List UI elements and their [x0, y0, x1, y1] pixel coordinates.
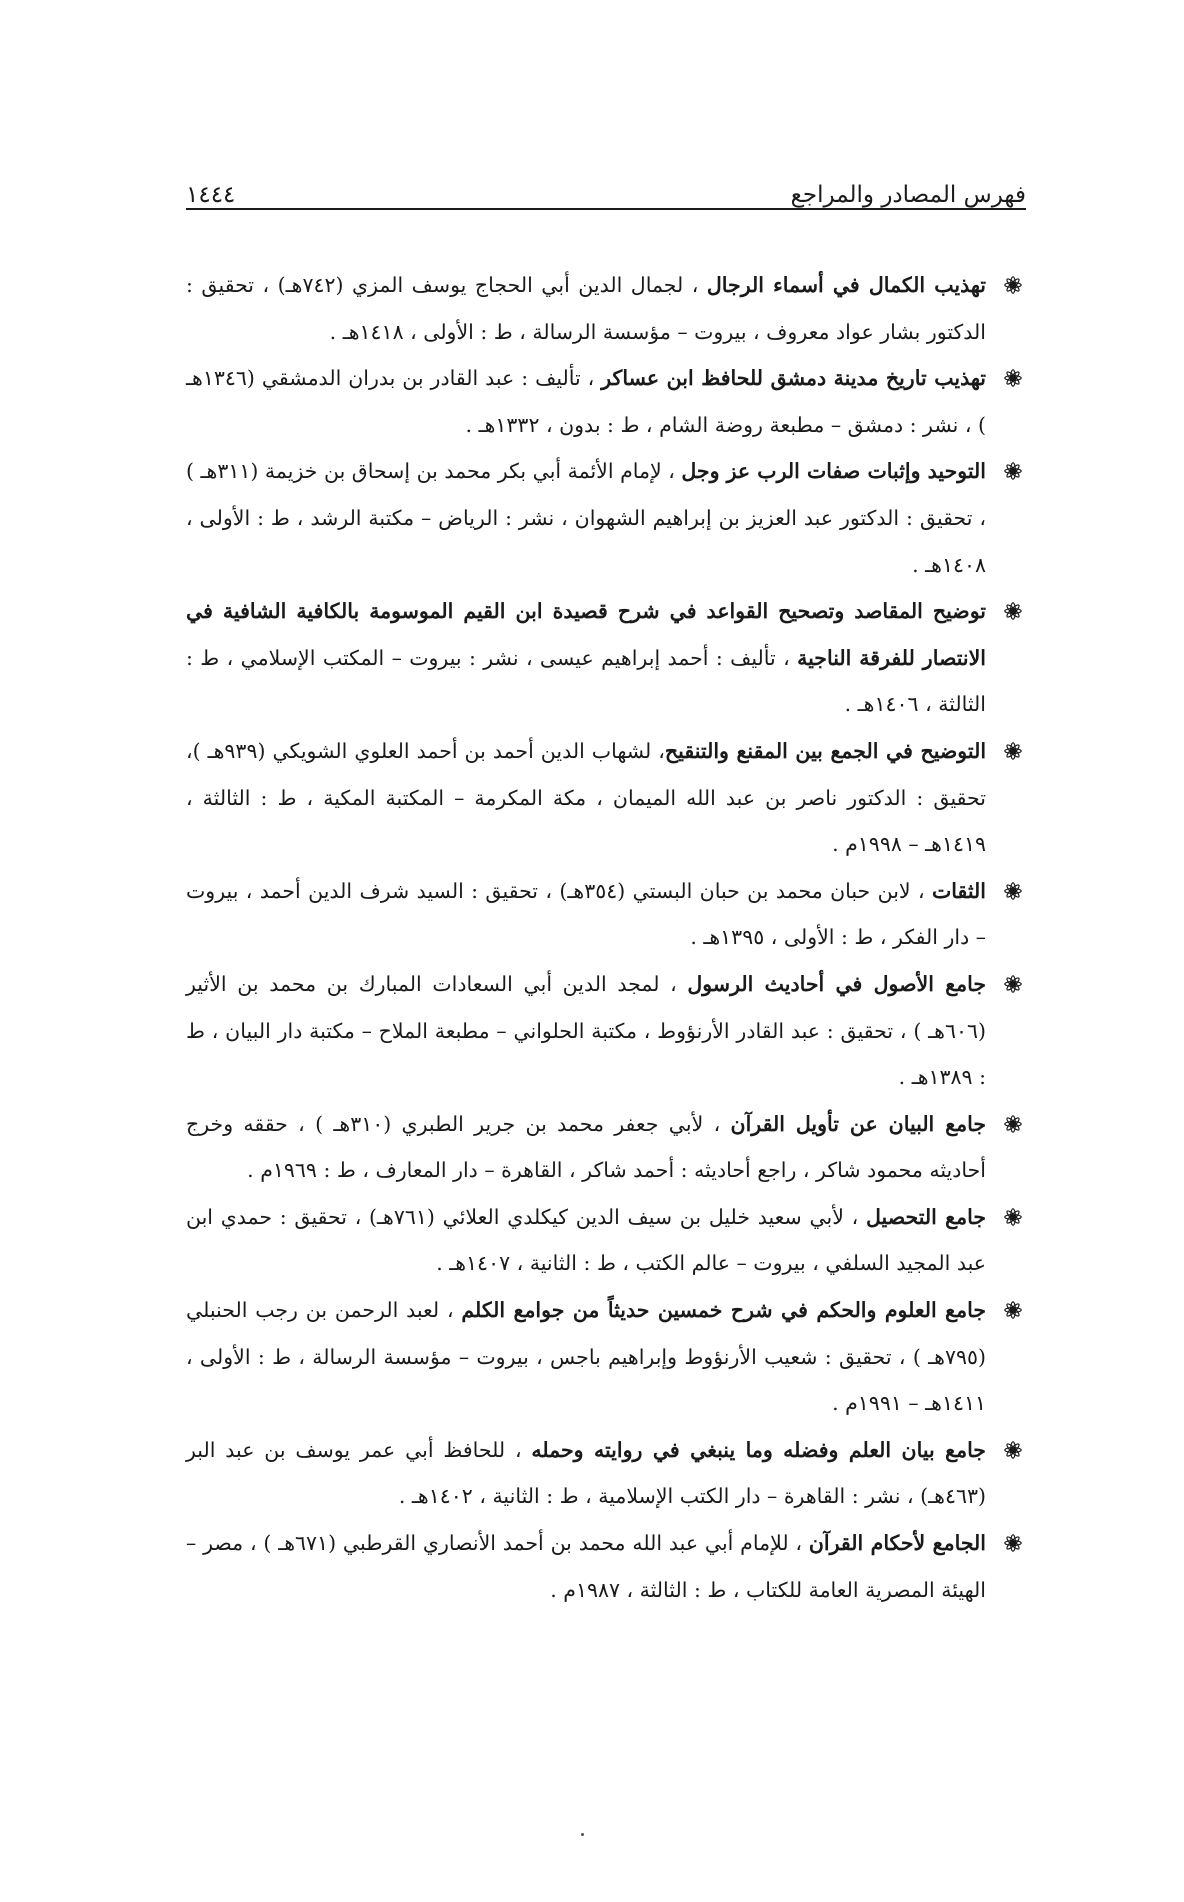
- bibliography-entry: [186, 1101, 1026, 1194]
- entry-details: ، لأبي سعيد خليل بن سيف الدين كيكلدي العلائي (٧٦١هـ) ، تحقيق : حمدي ابن عبد المجيد السلفي ، بيروت – عالم الكتب ، ط : الثانية ، ١٤٠٧هـ .: [186, 1204, 986, 1276]
- bibliography-entry: [186, 868, 1026, 961]
- entry-title: جامع العلوم والحكم في شرح خمسين حديثاً من جوامع الكلم: [461, 1298, 986, 1323]
- entry-title: الجامع لأحكام القرآن: [808, 1531, 986, 1556]
- bibliography-entry: [186, 728, 1026, 868]
- flower-bullet-icon: [1000, 1287, 1026, 1333]
- entry-details: ، تأليف : أحمد إبراهيم عيسى ، نشر : بيروت – المكتب الإسلامي ، ط : الثالثة ، ١٤٠٦هـ .: [186, 645, 986, 717]
- entry-details: ، تأليف : عبد القادر بن بدران الدمشقي (١٣٤٦هـ ) ، نشر : دمشق – مطبعة روضة الشام ، ط : بدون ، ١٣٣٢هـ .: [186, 366, 986, 437]
- entry-details: ، للإمام أبي عبد الله محمد بن أحمد الأنصاري القرطبي (٦٧١هـ ) ، مصر – الهيئة المصرية العامة للكتاب ، ط : الثالثة ، ١٩٨٧م .: [186, 1531, 986, 1602]
- entry-title: الثقات: [931, 878, 986, 903]
- bibliography-entry: [186, 1427, 1026, 1520]
- header-rule: [186, 208, 1026, 210]
- bibliography-list: [186, 262, 1026, 1613]
- entry-title: التوضيح في الجمع بين المقنع والتنقيح: [664, 738, 987, 763]
- flower-bullet-icon: [1000, 262, 1026, 308]
- flower-bullet-icon: [1000, 1194, 1026, 1240]
- entry-details: ، لعبد الرحمن بن رجب الحنبلي (٧٩٥هـ ) ، تحقيق : شعيب الأرنؤوط وإبراهيم باجس ، بيروت – مؤسسة الرسالة ، ط : الأولى ، ١٤١١هـ – ١٩٩١م .: [186, 1298, 986, 1416]
- entry-details: ، لشهاب الدين أحمد بن أحمد العلوي الشويكي (٩٣٩هـ )، تحقيق : الدكتور ناصر بن عبد الله الميمان ، مكة المكرمة – المكتبة المكية ، ط : الثالثة ، ١٤١٩هـ – ١٩٩٨م .: [186, 738, 986, 857]
- entry-title: جامع بيان العلم وفضله وما ينبغي في روايته وحمله: [531, 1437, 986, 1462]
- bibliography-entry: [186, 448, 1026, 588]
- entry-details: ، لجمال الدين أبي الحجاج يوسف المزي (٧٤٢هـ) ، تحقيق : الدكتور بشار عواد معروف ، بيروت – مؤسسة الرسالة ، ط : الأولى ، ١٤١٨هـ .: [186, 273, 986, 344]
- flower-bullet-icon: [1000, 961, 1026, 1007]
- bibliography-entry: [186, 262, 1026, 355]
- entry-details: ، لإمام الأئمة أبي بكر محمد بن إسحاق بن خزيمة (٣١١هـ ) ، تحقيق : الدكتور عبد العزيز بن إبراهيم الشهوان ، نشر : الرياض – مكتبة الرشد ، ط : الأولى ، ١٤٠٨هـ .: [186, 459, 986, 577]
- header-title: فهرس المصادر والمراجع: [790, 182, 1026, 208]
- bibliography-entry: [186, 355, 1026, 448]
- entry-details: ، لمجد الدين أبي السعادات المبارك بن محمد بن الأثير (٦٠٦هـ ) ، تحقيق : عبد القادر الأرنؤوط ، مكتبة الحلواني – مطبعة الملاح – مكتبة دار البيان ، ط : ١٣٨٩هـ .: [186, 971, 986, 1090]
- entry-title: تهذيب الكمال في أسماء الرجال: [706, 273, 986, 297]
- flower-bullet-icon: [1000, 448, 1026, 494]
- flower-bullet-icon: [1000, 355, 1026, 401]
- flower-bullet-icon: [1000, 1101, 1026, 1147]
- flower-bullet-icon: [1000, 1520, 1026, 1566]
- entry-title: تهذيب تاريخ مدينة دمشق للحافظ ابن عساكر: [601, 366, 986, 391]
- entry-details: ، لأبي جعفر محمد بن جرير الطبري (٣١٠هـ ) ، حققه وخرج أحاديثه محمود شاكر ، راجع أحاديثه : أحمد شاكر ، القاهرة – دار المعارف ، ط : ١٩٦٩م .: [186, 1111, 986, 1183]
- flower-bullet-icon: [1000, 1427, 1026, 1473]
- bibliography-entry: [186, 588, 1026, 728]
- bibliography-entry: [186, 1520, 1026, 1613]
- entry-details: ، لابن حبان محمد بن حبان البستي (٣٥٤هـ) ، تحقيق : السيد شرف الدين أحمد ، بيروت – دار الفكر ، ط : الأولى ، ١٣٩٥هـ .: [186, 878, 986, 950]
- flower-bullet-icon: [1000, 868, 1026, 914]
- running-header: [186, 166, 1026, 208]
- entry-title: التوحيد وإثبات صفات الرب عز وجل: [681, 459, 986, 484]
- scan-speck: [581, 1833, 584, 1836]
- entry-title: جامع التحصيل: [866, 1204, 986, 1229]
- flower-bullet-icon: [1000, 728, 1026, 774]
- entry-title: توضيح المقاصد وتصحيح القواعد في شرح قصيدة ابن القيم الموسومة بالكافية الشافية في الانتصار للفرقة الناجية: [186, 599, 986, 670]
- bibliography-entry: [186, 1287, 1026, 1427]
- page-number: ١٤٤٤: [186, 182, 236, 208]
- bibliography-entry: [186, 1194, 1026, 1287]
- entry-title: جامع الأصول في أحاديث الرسول: [687, 971, 987, 996]
- entry-title: جامع البيان عن تأويل القرآن: [730, 1111, 986, 1136]
- entry-details: ، للحافظ أبي عمر يوسف بن عبد البر (٤٦٣هـ) ، نشر : القاهرة – دار الكتب الإسلامية ، ط : الثانية ، ١٤٠٢هـ .: [186, 1437, 986, 1509]
- bibliography-entry: [186, 961, 1026, 1101]
- flower-bullet-icon: [1000, 588, 1026, 634]
